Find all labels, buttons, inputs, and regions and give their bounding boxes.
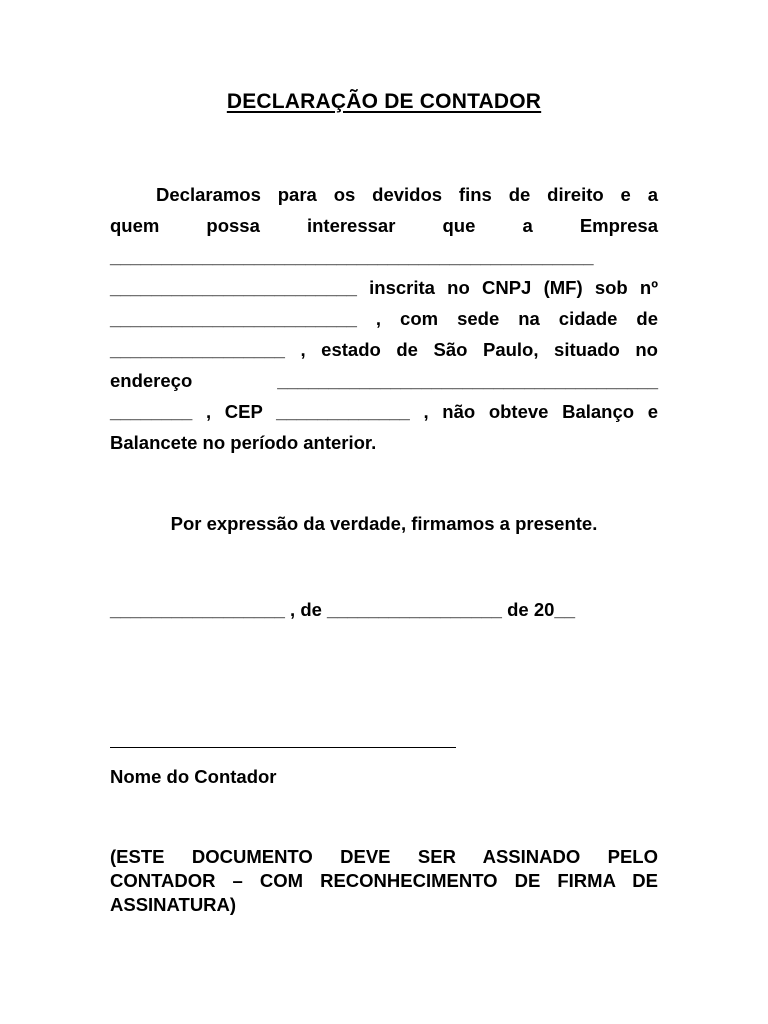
truth-statement: Por expressão da verdade, firmamos a presente. xyxy=(170,513,598,534)
declaration-line: ________________________ , com sede na cidade de xyxy=(110,308,658,329)
declaration-line: _______________________________________________ xyxy=(110,246,594,267)
declaration-line: quem possa interessar que a Empresa xyxy=(110,215,658,236)
declaration-line: ________ , CEP _____________ , não obteve Balanço e xyxy=(110,401,658,422)
declaration-line: ________________________ inscrita no CNPJ (MF) sob nº xyxy=(110,277,658,298)
signature-label: Nome do Contador xyxy=(110,766,277,787)
declaration-line: _________________ , estado de São Paulo, situado no xyxy=(110,339,658,360)
declaration-line: endereço _____________________________________ xyxy=(110,370,658,391)
notice-line: ASSINATURA) xyxy=(110,894,237,915)
date-line: _________________ , de _________________ de 20__ xyxy=(110,599,575,620)
declaration-line: Balancete no período anterior. xyxy=(110,432,377,453)
signature-notice xyxy=(110,845,658,917)
signature-line xyxy=(110,747,456,748)
notice-line: (ESTE DOCUMENTO DEVE SER ASSINADO PELO xyxy=(110,846,658,867)
notice-line: CONTADOR – COM RECONHECIMENTO DE FIRMA DE xyxy=(110,870,658,891)
declaration-paragraph xyxy=(110,179,658,458)
document-title: DECLARAÇÃO DE CONTADOR xyxy=(226,90,542,113)
declaration-line: Declaramos para os devidos fins de direito e a xyxy=(156,184,658,205)
